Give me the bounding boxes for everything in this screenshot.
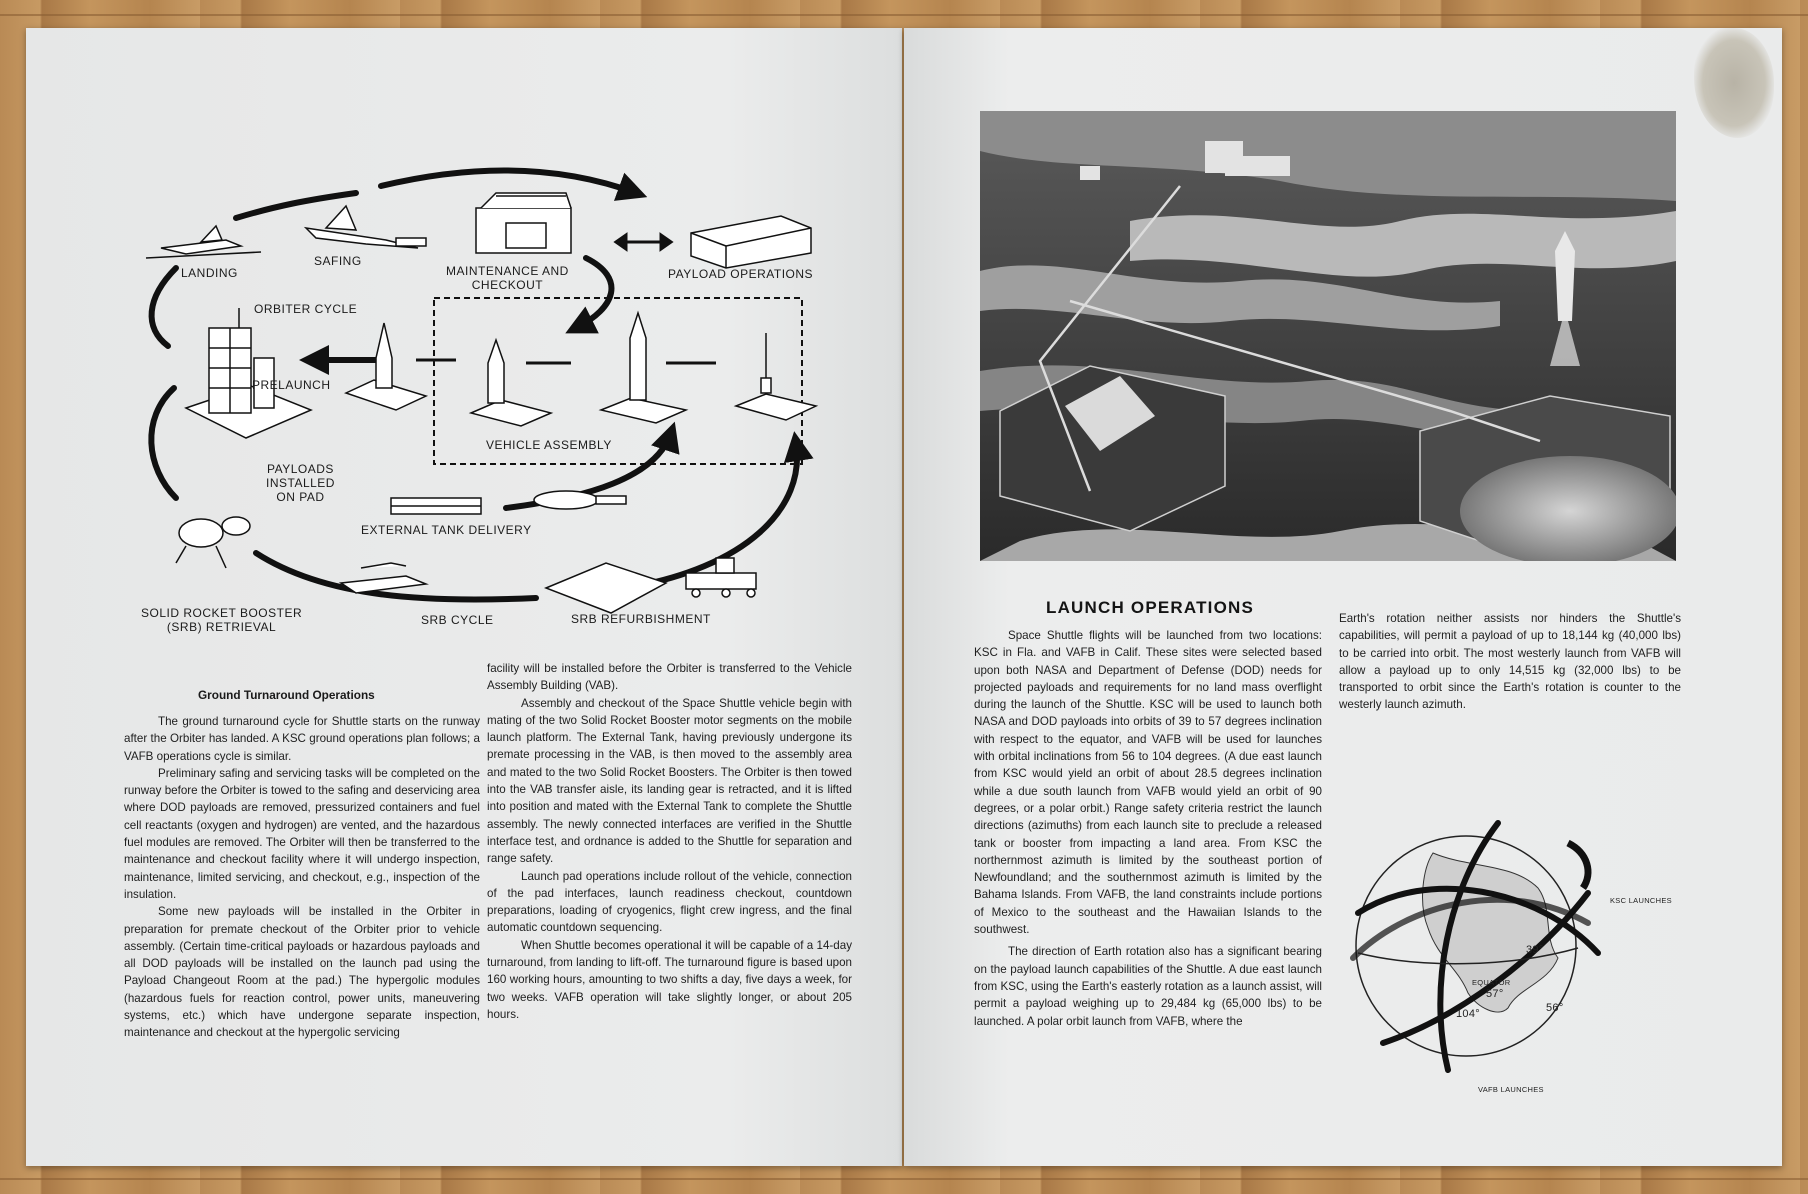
globe-label-57: 57°: [1486, 988, 1504, 1000]
srb-refurbishment-sketch: [546, 558, 756, 613]
assembly-stage-sketches: [471, 313, 816, 426]
label-landing: LANDING: [181, 266, 238, 280]
globe-label-equator: EQUATOR: [1472, 978, 1511, 987]
label-prelaunch: PRELAUNCH: [252, 378, 331, 392]
right-page: [904, 28, 1782, 1166]
ground-turnaround-heading: Ground Turnaround Operations: [198, 688, 375, 702]
left-column-1: [124, 713, 480, 1042]
paragraph: facility will be installed before the Orbiter is transferred to the Vehicle Assembly Building (VAB).: [487, 662, 852, 693]
ground-turnaround-diagram: [26, 28, 902, 628]
label-srb-retrieval: SOLID ROCKET BOOSTER (SRB) RETRIEVAL: [141, 606, 303, 634]
globe-label-ksc: KSC LAUNCHES: [1610, 896, 1672, 905]
launch-azimuth-globe: [1338, 808, 1608, 1088]
orbiter-landing-sketch: [146, 226, 261, 258]
paragraph: The direction of Earth rotation also has a significant bearing on the payload launch capabilities of the Shuttle. A due east launch from KSC, using the Earth's easterly rotation as a launch assist, will permit a payload weighing up to 29,484 kg (65,000 lbs) to be launched. A polar orbit launch from VAFB, where the: [974, 945, 1322, 1028]
paragraph: Space Shuttle flights will be launched from two locations: KSC in Fla. and VAFB in Calif. These sites were selected based upon both NASA and Department of Defense (DOD) needs for projected payloads and requirements for no land mass overflight during the launch of the Shuttle. KSC will be used to launch both NASA and DOD payloads into orbits of 39 to 57 degrees inclination with respect to the equator, and VAFB will be used for launches with orbital inclinations from 56 to 104 degrees. (A due east launch from KSC would yield an orbit of about 28.5 degrees inclination while a due south launch from VAFB would yield an orbit of 90 degrees, or a polar orbit.) Range safety criteria restrict the launch directions (azimuths) from each launch site to preclude a released tank or booster from impacting a land area. From KSC the northernmost azimuth is limited by the southeast portion of Newfoundland; and the southernmost azimuth is limited by the Bahama Islands. From VAFB, the land constraints include portions of Mexico to the southeast and the Hawaiian Islands to the southwest.: [974, 629, 1322, 937]
left-page: [26, 28, 902, 1166]
orbiter-safing-sketch: [306, 206, 426, 248]
payload-building-sketch: [691, 216, 811, 268]
label-payloads-installed: PAYLOADS INSTALLED ON PAD: [266, 462, 335, 504]
label-external-tank-delivery: EXTERNAL TANK DELIVERY: [361, 523, 532, 537]
right-column-1: [974, 627, 1322, 1030]
paragraph: Launch pad operations include rollout of the vehicle, connection of the pad interfaces, launch readiness checkout, countdown preparations, loading of cryogenics, flight crew ingress, and the final automatic countdown sequencing.: [487, 869, 852, 935]
maintenance-facility-sketch: [476, 193, 571, 253]
right-column-2: [1339, 610, 1681, 714]
launch-operations-heading: LAUNCH OPERATIONS: [1046, 598, 1255, 617]
paragraph: When Shuttle becomes operational it will be capable of a 14-day turnaround, from landing to lift-off. The turnaround figure is based upon 160 working hours, amounting to two shifts a day, five days a week, for two weeks. VAFB operation will take slightly longer, or about 205 hours.: [487, 938, 852, 1021]
globe-label-56: 56°: [1546, 1002, 1564, 1014]
left-column-2: [487, 660, 852, 1023]
launch-pad-sketch: [186, 308, 311, 438]
paragraph: The ground turnaround cycle for Shuttle starts on the runway after the Orbiter has landed. A KSC ground operations plan follows; a VAFB operations cycle is similar.: [124, 715, 480, 763]
paragraph: Assembly and checkout of the Space Shuttle vehicle begin with mating of the two Solid Rocket Booster motor segments on the mobile launch platform. The External Tank, having previously undergone its premate processing in the VAB, is then moved to the assembly area and mated to the two Solid Rocket Boosters. The Orbiter is then towed into the VAB transfer aisle, its landing gear is retracted, and it is lifted into position and mated with the External Tank to complete the Shuttle assembly. The newly connected interfaces are verified in the Shuttle interface test, and ordnance is added to the Shuttle for separation and range safety.: [487, 696, 852, 866]
paper-stain: [1694, 28, 1774, 138]
label-srb-refurbishment: SRB REFURBISHMENT: [571, 612, 711, 626]
label-orbiter-cycle: ORBITER CYCLE: [254, 302, 358, 316]
launch-site-illustration: [980, 111, 1676, 561]
label-srb-cycle: SRB CYCLE: [421, 613, 494, 627]
globe-label-39: 39°: [1526, 944, 1544, 956]
prelaunch-shuttle-sketch: [346, 323, 426, 410]
label-vehicle-assembly: VEHICLE ASSEMBLY: [486, 438, 612, 452]
globe-label-vafb: VAFB LAUNCHES: [1478, 1085, 1544, 1094]
paragraph: Preliminary safing and servicing tasks will be completed on the runway before the Orbiter is towed to the safing and deservicing area where DOD payloads are removed, pressurized containers and fuel cell reactants (oxygen and hydrogen) are vented, and the hazardous fuel modules are removed. The Orbiter will then be transferred to the maintenance and checkout facility where it will undergo inspection, maintenance, limited servicing, and checkout, e.g., inspection of the insulation.: [124, 766, 480, 901]
paragraph: Some new payloads will be installed in the Orbiter in preparation for premate checkout of the Orbiter prior to vehicle assembly. (Certain time-critical payloads or hazardous payloads and all DOD payloads will be installed on the launch pad using the Payload Changeout Room at the pad.) The hypergolic modules (hazardous fuels for reaction control, power units, maneuvering systems, etc.) which have undergone separate inspection, maintenance and checkout at the hypergolic servicing: [124, 905, 480, 1040]
label-payload-operations: PAYLOAD OPERATIONS: [668, 267, 814, 281]
globe-label-104: 104°: [1456, 1008, 1480, 1020]
label-maintenance: MAINTENANCE AND CHECKOUT: [446, 264, 569, 292]
paragraph: Earth's rotation neither assists nor hinders the Shuttle's capabilities, will permit a payload of up to 18,144 kg (40,000 lbs) to be carried into orbit. The most westerly launch from VAFB will allow a payload up to only 14,515 kg (32,000 lbs) to be transported to orbit since the Earth's rotation is counter to the westerly launch azimuth.: [1339, 612, 1681, 712]
label-safing: SAFING: [314, 254, 362, 268]
